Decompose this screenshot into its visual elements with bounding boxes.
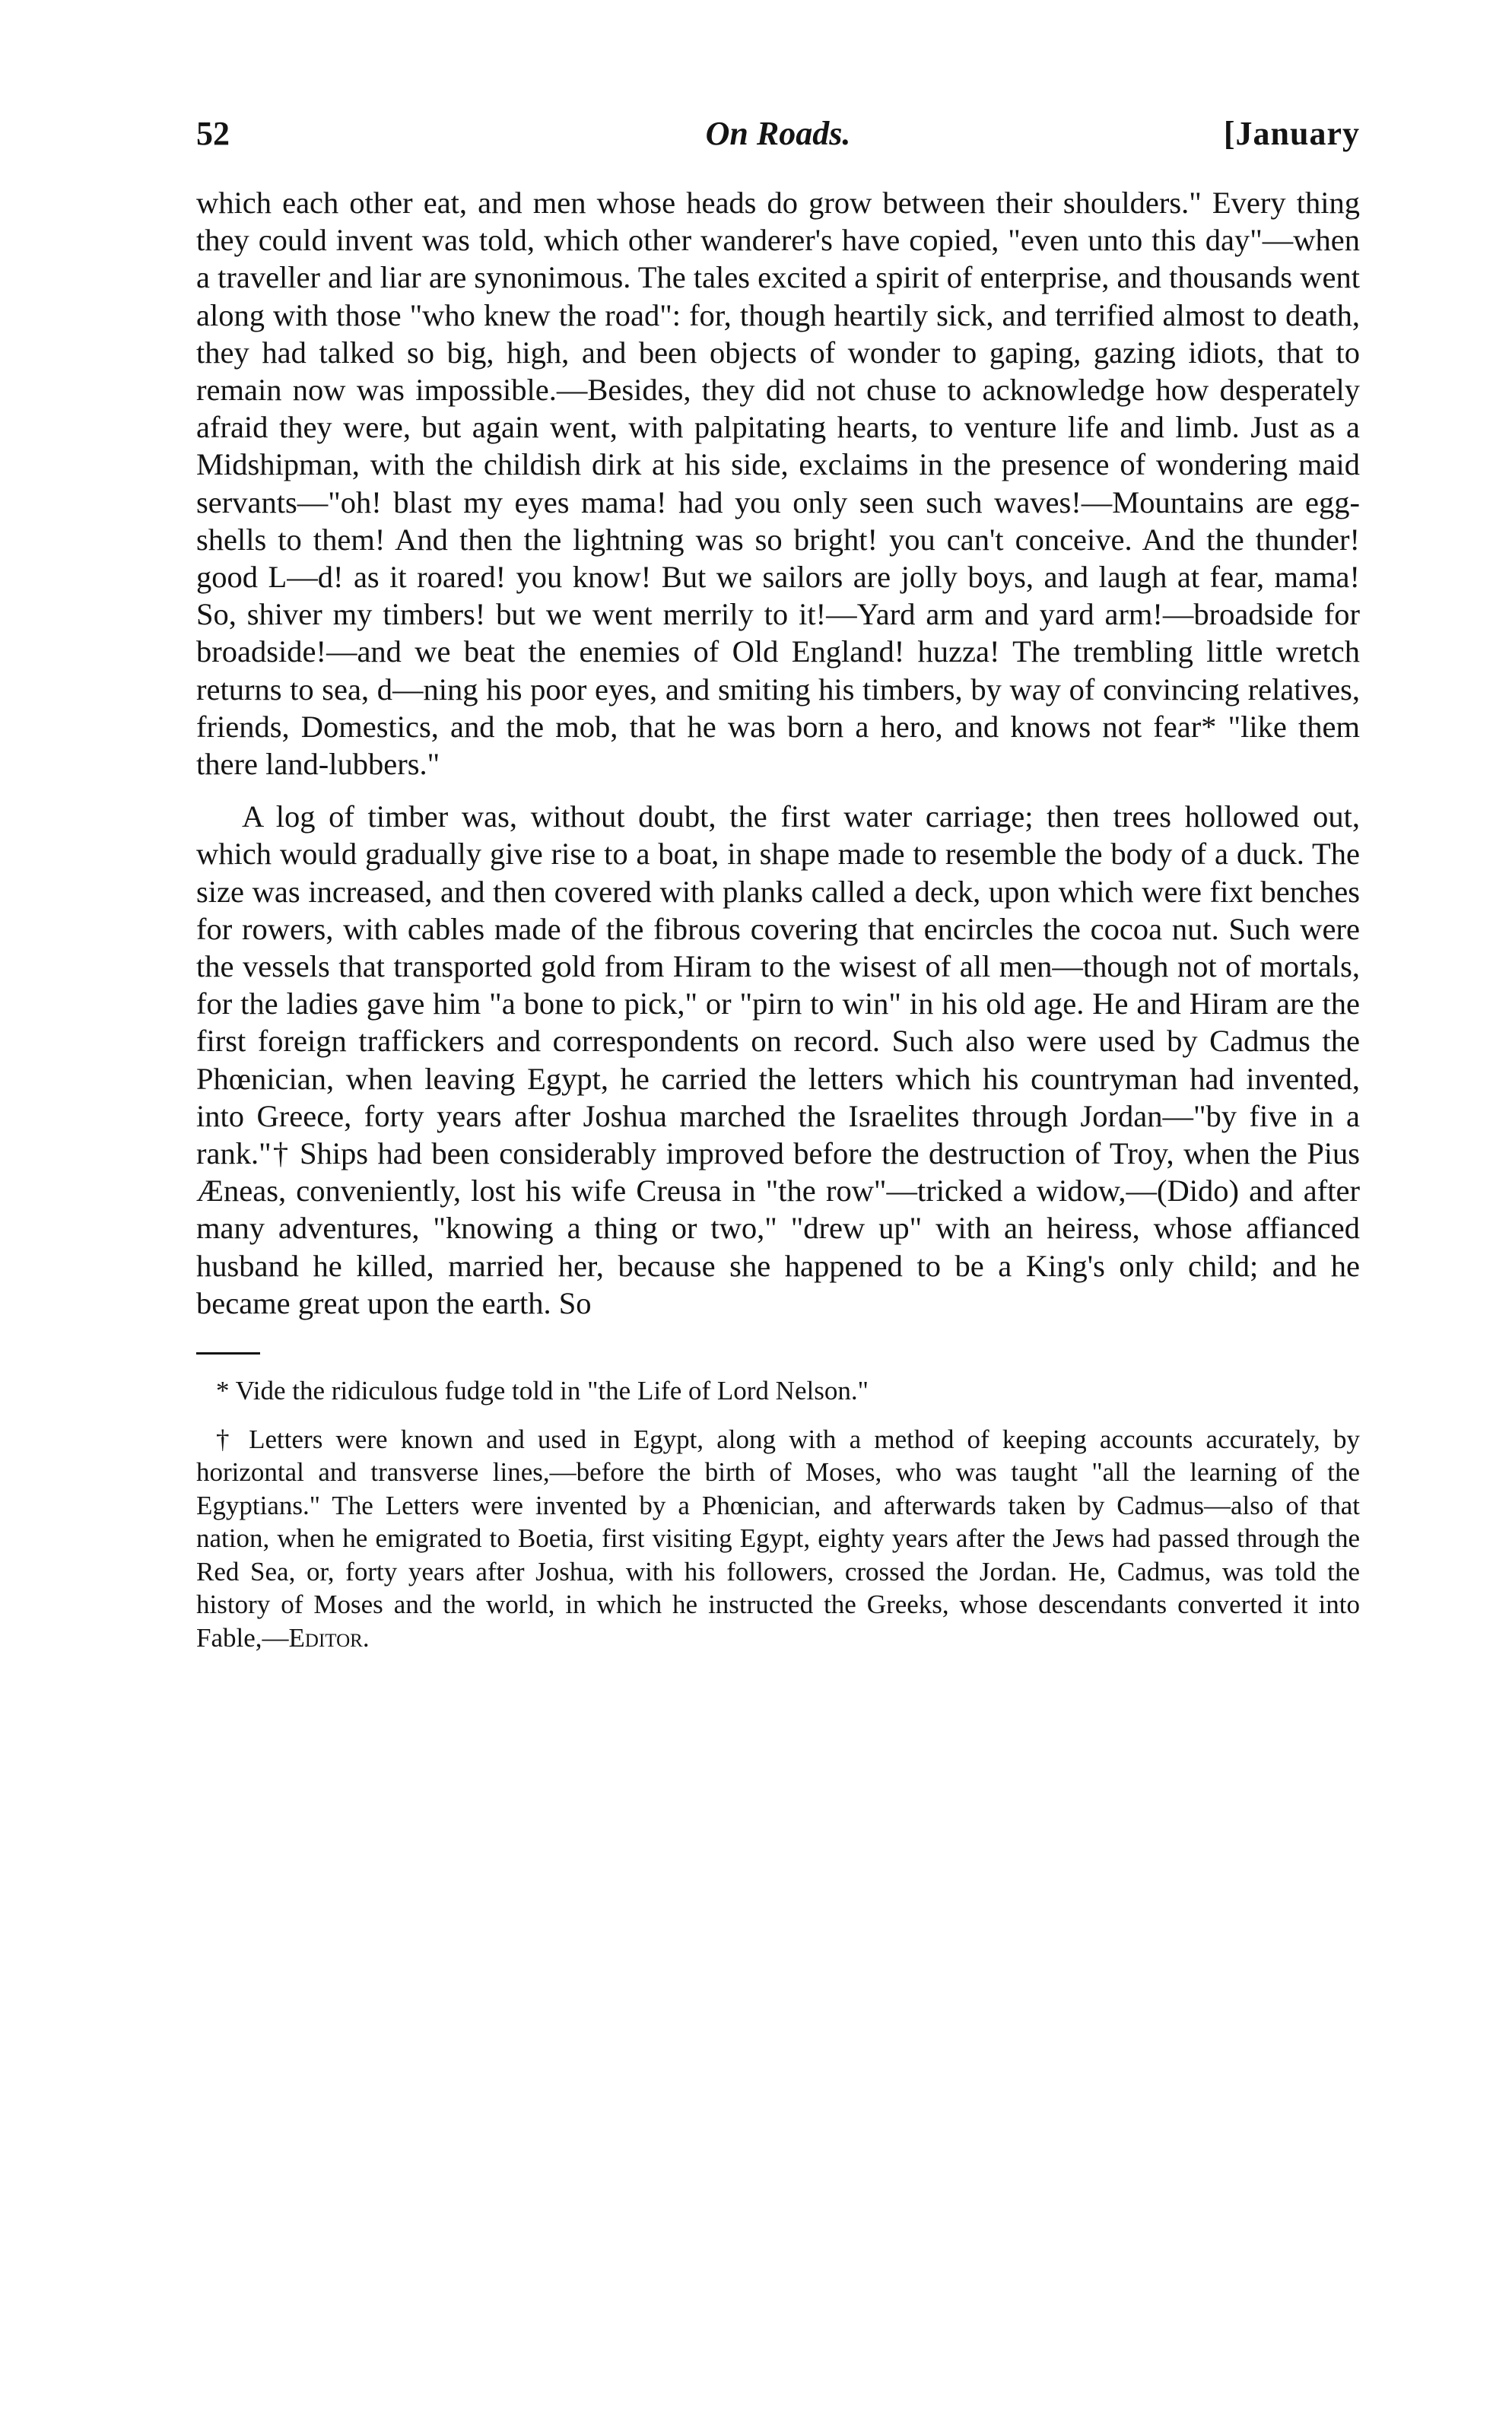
- footnotes: [196, 1374, 1360, 1654]
- running-head: [196, 99, 1360, 160]
- book-page: [196, 99, 1360, 1654]
- running-title: On Roads.: [705, 115, 851, 152]
- footnote-rule: [196, 1352, 260, 1355]
- page-number: 52: [196, 115, 230, 152]
- body-paragraph: which each other eat, and men whose heads do grow between their shoulders." Every thing they could invent was told, which other wanderer's have copied, "even unto this day"—when a traveller and liar are synonimous. The tales excited a spirit of enterprise, and thousands went along with those "who knew the road": for, though heartily sick, and terrified almost to death, they had talked so big, high, and been objects of wonder to gaping, gazing idiots, that to remain now was impossible.—Besides, they did not chuse to acknowledge how desperately afraid they were, but again went, with palpitating hearts, to venture life and limb. Just as a Midshipman, with the childish dirk at his side, exclaims in the presence of wondering maid servants—"oh! blast my eyes mama! had you only seen such waves!—Mountains are egg-shells to them! And then the lightning was so bright! you can't conceive. And the thunder! good L—d! as it roared! you know! But we sailors are jolly boys, and laugh at fear, mama! So, shiver my timbers! but we went merrily to it!—Yard arm and yard arm!—broadside for broadside!—and we beat the enemies of Old England! huzza! The trembling little wretch returns to sea, d—ning his poor eyes, and smiting his timbers, by way of convincing relatives, friends, Domestics, and the mob, that he was born a hero, and knows not fear* "like them there land-lubbers.": [196, 186, 1360, 782]
- body-paragraph: A log of timber was, without doubt, the first water carriage; then trees hollowed out, which would gradually give rise to a boat, in shape made to resemble the body of a duck. The size was increased, and then covered with planks called a deck, upon which were fixt benches for rowers, with cables made of the fibrous covering that encircles the cocoa nut. Such were the vessels that transported gold from Hiram to the wisest of all men—though not of mortals, for the ladies gave him "a bone to pick," or "pirn to win" in his old age. He and Hiram are the first foreign traffickers and correspondents on record. Such also were used by Cadmus the Phœnician, when leaving Egypt, he carried the letters which his countryman had invented, into Greece, forty years after Joshua marched the Israelites through Jordan—"by five in a rank."† Ships had been considerably improved before the destruction of Troy, when the Pius Æneas, conveniently, lost his wife Creusa in "the row"—tricked a widow,—(Dido) and after many adventures, "knowing a thing or two," "drew up" with an heiress, whose affianced husband he killed, married her, because she happened to be a King's only child; and he became great upon the earth. So: [196, 799, 1360, 1320]
- footnote: * Vide the ridiculous fudge told in "the Life of Lord Nelson.": [216, 1376, 869, 1406]
- footnote: [196, 1423, 1360, 1655]
- running-month: [January: [1223, 115, 1360, 152]
- footnote-signature: Editor.: [288, 1622, 370, 1653]
- body-text: [196, 184, 1360, 1322]
- footnote-text: † Letters were known and used in Egypt, along with a method of keeping accounts accurately, by horizontal and transverse lines,—before the birth of Moses, who was taught "all the learning of the Egyptians." The Letters were invented by a Phœnician, and afterwards taken by Cadmus—also of that nation, when he emigrated to Boetia, first visiting Egypt, eighty years after the Jews had passed through the Red Sea, or, forty years after Joshua, with his followers, crossed the Jordan. He, Cadmus, was told the history of Moses and the world, in which he instructed the Greeks, whose descendants converted it into Fable,—: [196, 1424, 1360, 1653]
